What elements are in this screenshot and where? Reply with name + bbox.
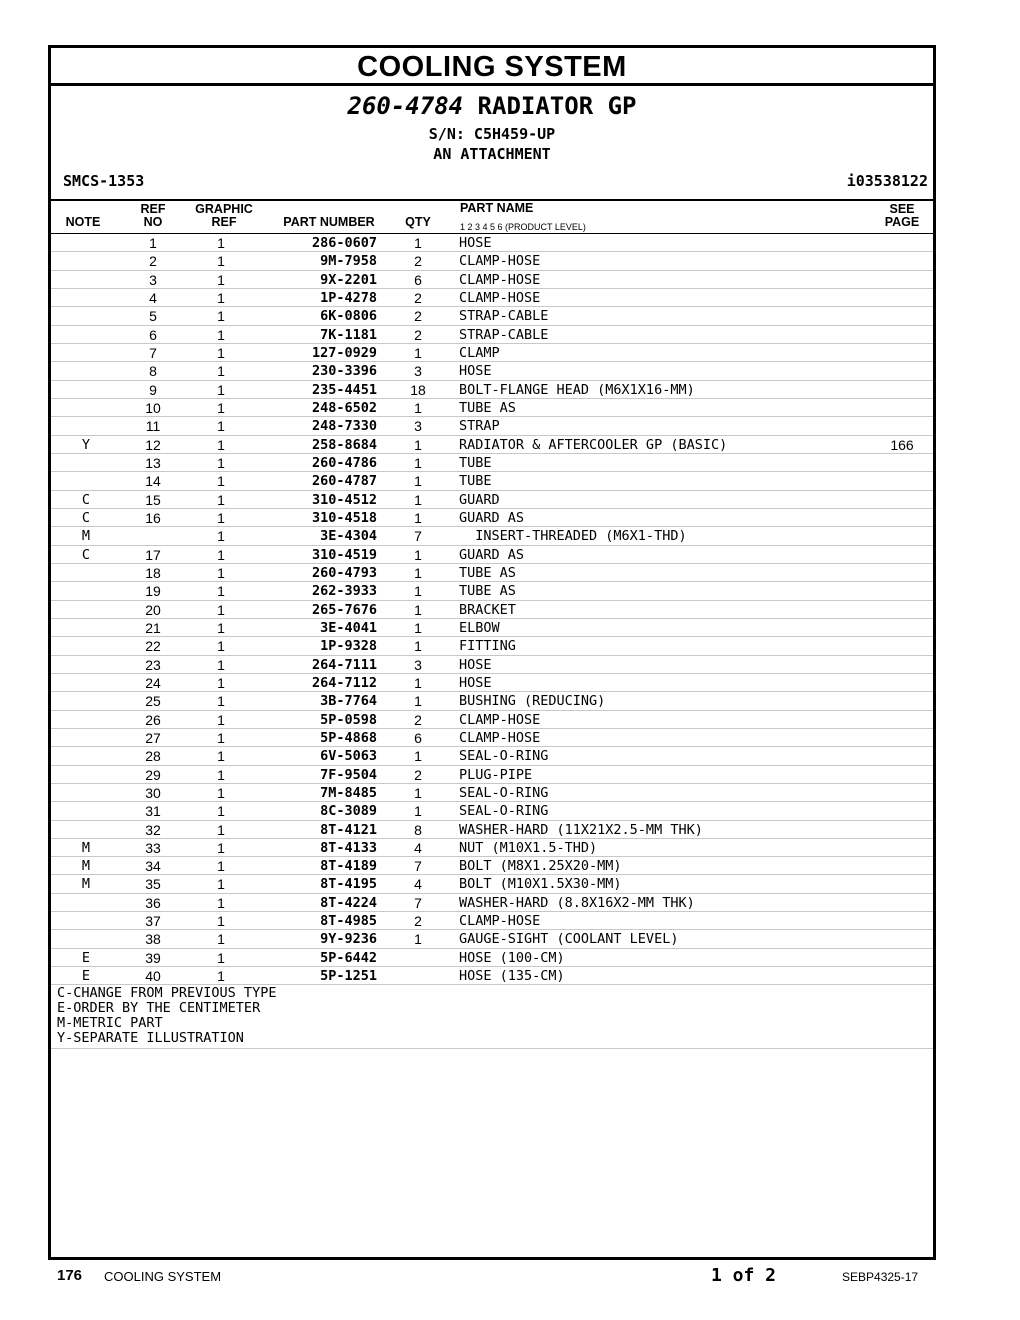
cell-pn: 310-4518 bbox=[311, 509, 377, 526]
table-row bbox=[51, 967, 933, 985]
cell-ref: 39 bbox=[145, 949, 161, 966]
cell-gr: 1 bbox=[217, 711, 225, 728]
cell-name: TUBE AS bbox=[459, 399, 516, 416]
cell-ref: 11 bbox=[145, 418, 161, 435]
cell-qty: 7 bbox=[414, 858, 422, 875]
group-name: RADIATOR GP bbox=[477, 92, 637, 120]
table-row bbox=[51, 454, 933, 472]
cell-gr: 1 bbox=[217, 546, 225, 563]
table-row bbox=[51, 271, 933, 289]
cell-ref: 24 bbox=[145, 674, 161, 691]
cell-ref: 4 bbox=[149, 289, 157, 306]
cell-name: ELBOW bbox=[459, 619, 500, 636]
cell-name: BRACKET bbox=[459, 601, 516, 618]
page-of-count: 1 of 2 bbox=[711, 1265, 777, 1286]
table-row bbox=[51, 564, 933, 582]
cell-pn: 248-6502 bbox=[311, 399, 377, 416]
cell-gr: 1 bbox=[217, 858, 225, 875]
cell-qty: 7 bbox=[414, 894, 422, 911]
cell-qty: 1 bbox=[414, 784, 422, 801]
cell-name: WASHER-HARD (8.8X16X2-MM THK) bbox=[459, 894, 695, 911]
cell-qty: 1 bbox=[414, 399, 422, 416]
cell-name: CLAMP-HOSE bbox=[459, 253, 541, 270]
cell-pn: 1P-9328 bbox=[320, 638, 377, 655]
table-row bbox=[51, 381, 933, 399]
note-item: E-ORDER BY THE CENTIMETER bbox=[57, 1000, 261, 1017]
table-row bbox=[51, 472, 933, 490]
cell-ref: 3 bbox=[149, 271, 157, 288]
cell-pn: 265-7676 bbox=[311, 601, 377, 618]
cell-name: CLAMP-HOSE bbox=[459, 913, 541, 930]
cell-name: HOSE bbox=[459, 674, 492, 691]
cell-name: TUBE bbox=[459, 454, 492, 471]
cell-qty: 7 bbox=[414, 528, 422, 545]
cell-qty: 1 bbox=[414, 473, 422, 490]
cell-ref: 27 bbox=[145, 729, 161, 746]
cell-ref: 19 bbox=[145, 583, 161, 600]
table-row bbox=[51, 399, 933, 417]
table-row bbox=[51, 875, 933, 893]
cell-pn: 8T-4133 bbox=[320, 839, 377, 856]
cell-name: CLAMP-HOSE bbox=[459, 711, 541, 728]
cell-ref: 1 bbox=[149, 235, 157, 251]
cell-gr: 1 bbox=[217, 326, 225, 343]
cell-name: BOLT (M10X1.5X30-MM) bbox=[459, 876, 622, 893]
cell-name: GAUGE-SIGHT (COOLANT LEVEL) bbox=[459, 931, 679, 948]
table-row bbox=[51, 509, 933, 527]
cell-pn: 235-4451 bbox=[311, 381, 377, 398]
cell-pn: 5P-6442 bbox=[320, 949, 377, 966]
cell-qty: 1 bbox=[414, 674, 422, 691]
cell-gr: 1 bbox=[217, 509, 225, 526]
cell-ref: 20 bbox=[145, 601, 161, 618]
cell-pn: 230-3396 bbox=[311, 363, 377, 380]
table-row bbox=[51, 619, 933, 637]
cell-qty: 1 bbox=[414, 583, 422, 600]
cell-gr: 1 bbox=[217, 748, 225, 765]
cell-pn: 3E-4304 bbox=[320, 528, 377, 545]
cell-gr: 1 bbox=[217, 693, 225, 710]
table-row bbox=[51, 362, 933, 380]
cell-pn: 3B-7764 bbox=[320, 693, 377, 710]
cell-qty: 2 bbox=[414, 308, 422, 325]
cell-note: C bbox=[81, 546, 91, 563]
cell-ref: 33 bbox=[145, 839, 161, 856]
table-row bbox=[51, 546, 933, 564]
cell-ref: 30 bbox=[145, 784, 161, 801]
cell-pn: 3E-4041 bbox=[320, 619, 377, 636]
cell-pn: 1P-4278 bbox=[320, 289, 377, 306]
cell-pn: 5P-0598 bbox=[320, 711, 377, 728]
cell-pn: 8T-4189 bbox=[320, 858, 377, 875]
cell-pn: 262-3933 bbox=[311, 583, 377, 600]
cell-ref: 40 bbox=[145, 968, 161, 985]
cell-ref: 26 bbox=[145, 711, 161, 728]
note-item: Y-SEPARATE ILLUSTRATION bbox=[57, 1030, 244, 1047]
document-number: SEBP4325-17 bbox=[842, 1270, 919, 1284]
cell-ref: 7 bbox=[149, 344, 157, 361]
cell-qty: 8 bbox=[414, 821, 422, 838]
cell-pn: 310-4512 bbox=[311, 491, 377, 508]
cell-ref: 18 bbox=[145, 564, 161, 581]
cell-qty: 1 bbox=[414, 509, 422, 526]
cell-qty: 6 bbox=[414, 271, 422, 288]
cell-ref: 29 bbox=[145, 766, 161, 783]
table-row bbox=[51, 912, 933, 930]
cell-name: BOLT-FLANGE HEAD (M6X1X16-MM) bbox=[459, 381, 695, 398]
cell-name: HOSE (100-CM) bbox=[459, 949, 565, 966]
cell-name: INSERT-THREADED (M6X1-THD) bbox=[459, 528, 687, 545]
cell-gr: 1 bbox=[217, 949, 225, 966]
table-row bbox=[51, 949, 933, 967]
cell-gr: 1 bbox=[217, 528, 225, 545]
cell-qty: 18 bbox=[410, 381, 426, 398]
cell-pn: 248-7330 bbox=[311, 418, 377, 435]
table-row bbox=[51, 766, 933, 784]
cell-qty: 1 bbox=[414, 803, 422, 820]
note-item: M-METRIC PART bbox=[57, 1015, 163, 1032]
cell-pn: 8T-4121 bbox=[320, 821, 377, 838]
cell-name: CLAMP-HOSE bbox=[459, 289, 541, 306]
table-row bbox=[51, 747, 933, 765]
cell-gr: 1 bbox=[217, 381, 225, 398]
cell-qty: 3 bbox=[414, 418, 422, 435]
cell-note: Y bbox=[81, 436, 91, 453]
header-note: NOTE bbox=[65, 215, 101, 229]
cell-gr: 1 bbox=[217, 803, 225, 820]
cell-qty: 1 bbox=[414, 619, 422, 636]
table-row bbox=[51, 656, 933, 674]
header-part-number: PART NUMBER bbox=[283, 215, 375, 229]
cell-name: SEAL-O-RING bbox=[459, 748, 549, 765]
cell-name: HOSE bbox=[459, 235, 492, 251]
cell-note: C bbox=[81, 491, 91, 508]
table-row bbox=[51, 711, 933, 729]
cell-note: M bbox=[81, 876, 91, 893]
cell-qty: 1 bbox=[414, 454, 422, 471]
cell-pn: 9Y-9236 bbox=[320, 931, 377, 948]
cell-name: HOSE bbox=[459, 363, 492, 380]
table-row bbox=[51, 637, 933, 655]
cell-ref: 38 bbox=[145, 931, 161, 948]
cell-name: CLAMP-HOSE bbox=[459, 271, 541, 288]
cell-gr: 1 bbox=[217, 253, 225, 270]
cell-ref: 15 bbox=[145, 491, 161, 508]
cell-pn: 260-4793 bbox=[311, 564, 377, 581]
cell-gr: 1 bbox=[217, 308, 225, 325]
cell-pn: 6V-5063 bbox=[320, 748, 377, 765]
group-part-number: 260-4784 bbox=[347, 92, 464, 120]
cell-name: RADIATOR & AFTERCOOLER GP (BASIC) bbox=[459, 436, 728, 453]
header-ref-no: REF NO bbox=[140, 202, 166, 229]
cell-gr: 1 bbox=[217, 271, 225, 288]
header-graphic-ref: GRAPHIC REF bbox=[195, 202, 253, 229]
cell-gr: 1 bbox=[217, 363, 225, 380]
cell-qty: 1 bbox=[414, 638, 422, 655]
cell-gr: 1 bbox=[217, 583, 225, 600]
cell-ref: 25 bbox=[145, 693, 161, 710]
illustration-id: i03538122 bbox=[846, 172, 928, 190]
cell-qty: 6 bbox=[414, 729, 422, 746]
cell-ref: 16 bbox=[145, 509, 161, 526]
cell-ref: 13 bbox=[145, 454, 161, 471]
cell-qty: 2 bbox=[414, 766, 422, 783]
cell-gr: 1 bbox=[217, 656, 225, 673]
table-row bbox=[51, 930, 933, 948]
cell-gr: 1 bbox=[217, 619, 225, 636]
notes-legend bbox=[51, 985, 933, 1049]
cell-gr: 1 bbox=[217, 913, 225, 930]
cell-ref: 35 bbox=[145, 876, 161, 893]
cell-name: GUARD bbox=[459, 491, 500, 508]
group-header bbox=[51, 86, 933, 199]
cell-note: M bbox=[81, 839, 91, 856]
note-item: C-CHANGE FROM PREVIOUS TYPE bbox=[57, 985, 277, 1002]
cell-ref: 10 bbox=[145, 399, 161, 416]
cell-ref: 34 bbox=[145, 858, 161, 875]
table-row bbox=[51, 417, 933, 435]
cell-qty: 1 bbox=[414, 546, 422, 563]
cell-pn: 310-4519 bbox=[311, 546, 377, 563]
table-row bbox=[51, 326, 933, 344]
table-row bbox=[51, 784, 933, 802]
cell-gr: 1 bbox=[217, 674, 225, 691]
cell-ref: 22 bbox=[145, 638, 161, 655]
cell-ref: 37 bbox=[145, 913, 161, 930]
table-row bbox=[51, 491, 933, 509]
cell-name: FITTING bbox=[459, 638, 516, 655]
cell-note: M bbox=[81, 528, 91, 545]
cell-ref: 32 bbox=[145, 821, 161, 838]
cell-name: PLUG-PIPE bbox=[459, 766, 533, 783]
cell-qty: 2 bbox=[414, 711, 422, 728]
page-title: COOLING SYSTEM bbox=[51, 48, 933, 86]
cell-pn: 7M-8485 bbox=[320, 784, 377, 801]
cell-gr: 1 bbox=[217, 784, 225, 801]
cell-gr: 1 bbox=[217, 876, 225, 893]
cell-qty: 1 bbox=[414, 748, 422, 765]
cell-gr: 1 bbox=[217, 894, 225, 911]
parts-page-frame bbox=[48, 45, 936, 1260]
table-row bbox=[51, 729, 933, 747]
cell-note: E bbox=[81, 968, 91, 985]
footer-section: COOLING SYSTEM bbox=[104, 1269, 222, 1284]
cell-pn: 258-8684 bbox=[311, 436, 377, 453]
table-row bbox=[51, 692, 933, 710]
table-row bbox=[51, 894, 933, 912]
table-row bbox=[51, 839, 933, 857]
cell-pn: 7F-9504 bbox=[320, 766, 377, 783]
cell-pn: 6K-0806 bbox=[320, 308, 377, 325]
cell-gr: 1 bbox=[217, 931, 225, 948]
cell-name: WASHER-HARD (11X21X2.5-MM THK) bbox=[459, 821, 703, 838]
cell-qty: 1 bbox=[414, 235, 422, 251]
cell-name: TUBE AS bbox=[459, 564, 516, 581]
cell-pn: 8C-3089 bbox=[320, 803, 377, 820]
cell-gr: 1 bbox=[217, 418, 225, 435]
cell-pn: 264-7112 bbox=[311, 674, 377, 691]
cell-gr: 1 bbox=[217, 473, 225, 490]
cell-gr: 1 bbox=[217, 821, 225, 838]
cell-name: STRAP-CABLE bbox=[459, 308, 549, 325]
cell-pn: 260-4787 bbox=[311, 473, 377, 490]
cell-note: E bbox=[81, 949, 91, 966]
cell-name: BUSHING (REDUCING) bbox=[459, 693, 606, 710]
cell-ref: 6 bbox=[149, 326, 157, 343]
cell-gr: 1 bbox=[217, 729, 225, 746]
page-footer bbox=[0, 1265, 1020, 1287]
cell-qty: 2 bbox=[414, 289, 422, 306]
header-part-name: PART NAME bbox=[460, 201, 534, 215]
cell-qty: 2 bbox=[414, 913, 422, 930]
cell-qty: 4 bbox=[414, 839, 422, 856]
cell-ref: 21 bbox=[145, 619, 161, 636]
cell-see: 166 bbox=[890, 436, 914, 453]
cell-qty: 1 bbox=[414, 601, 422, 618]
cell-ref: 17 bbox=[145, 546, 161, 563]
table-row bbox=[51, 234, 933, 252]
table-row bbox=[51, 436, 933, 454]
table-row bbox=[51, 527, 933, 545]
table-row bbox=[51, 802, 933, 820]
table-row bbox=[51, 674, 933, 692]
cell-ref: 23 bbox=[145, 656, 161, 673]
cell-gr: 1 bbox=[217, 344, 225, 361]
cell-qty: 3 bbox=[414, 363, 422, 380]
cell-gr: 1 bbox=[217, 638, 225, 655]
cell-qty: 2 bbox=[414, 253, 422, 270]
cell-gr: 1 bbox=[217, 564, 225, 581]
cell-ref: 36 bbox=[145, 894, 161, 911]
cell-gr: 1 bbox=[217, 436, 225, 453]
cell-name: STRAP-CABLE bbox=[459, 326, 549, 343]
cell-pn: 8T-4224 bbox=[320, 894, 377, 911]
header-qty: QTY bbox=[405, 215, 431, 229]
cell-name: CLAMP bbox=[459, 344, 500, 361]
cell-name: NUT (M10X1.5-THD) bbox=[459, 839, 598, 856]
cell-name: STRAP bbox=[459, 418, 500, 435]
table-row bbox=[51, 601, 933, 619]
cell-name: SEAL-O-RING bbox=[459, 803, 549, 820]
cell-gr: 1 bbox=[217, 454, 225, 471]
table-row bbox=[51, 857, 933, 875]
cell-ref: 8 bbox=[149, 363, 157, 380]
cell-name: CLAMP-HOSE bbox=[459, 729, 541, 746]
cell-pn: 7K-1181 bbox=[320, 326, 377, 343]
group-title bbox=[51, 92, 933, 120]
header-see-page: SEE PAGE bbox=[884, 202, 920, 229]
cell-gr: 1 bbox=[217, 601, 225, 618]
cell-pn: 8T-4195 bbox=[320, 876, 377, 893]
cell-ref: 14 bbox=[145, 473, 161, 490]
cell-name: SEAL-O-RING bbox=[459, 784, 549, 801]
cell-name: BOLT (M8X1.25X20-MM) bbox=[459, 858, 622, 875]
table-row bbox=[51, 344, 933, 362]
cell-qty: 1 bbox=[414, 931, 422, 948]
cell-ref: 31 bbox=[145, 803, 161, 820]
group-type: AN ATTACHMENT bbox=[433, 145, 551, 163]
cell-note: C bbox=[81, 509, 91, 526]
cell-name: HOSE bbox=[459, 656, 492, 673]
cell-pn: 8T-4985 bbox=[320, 913, 377, 930]
cell-ref: 28 bbox=[145, 748, 161, 765]
cell-name: HOSE (135-CM) bbox=[459, 968, 565, 985]
cell-name: TUBE AS bbox=[459, 583, 516, 600]
cell-qty: 1 bbox=[414, 491, 422, 508]
cell-gr: 1 bbox=[217, 766, 225, 783]
serial-range: S/N: C5H459-UP bbox=[428, 125, 556, 143]
table-header bbox=[51, 199, 933, 234]
cell-pn: 286-0607 bbox=[311, 235, 377, 251]
cell-gr: 1 bbox=[217, 968, 225, 985]
cell-ref: 9 bbox=[149, 381, 157, 398]
smcs-code: SMCS-1353 bbox=[63, 172, 145, 190]
table-row bbox=[51, 307, 933, 325]
cell-qty: 1 bbox=[414, 436, 422, 453]
page-number: 176 bbox=[57, 1267, 83, 1284]
cell-ref: 2 bbox=[149, 253, 157, 270]
cell-name: TUBE bbox=[459, 473, 492, 490]
cell-pn: 127-0929 bbox=[311, 344, 377, 361]
cell-name: GUARD AS bbox=[459, 509, 525, 526]
table-row bbox=[51, 252, 933, 270]
cell-gr: 1 bbox=[217, 399, 225, 416]
cell-gr: 1 bbox=[217, 289, 225, 306]
cell-pn: 5P-4868 bbox=[320, 729, 377, 746]
cell-qty: 1 bbox=[414, 564, 422, 581]
cell-name: GUARD AS bbox=[459, 546, 525, 563]
cell-gr: 1 bbox=[217, 235, 225, 251]
cell-qty: 2 bbox=[414, 326, 422, 343]
header-product-levels: 1 2 3 4 5 6 (PRODUCT LEVEL) bbox=[460, 222, 586, 232]
cell-qty: 1 bbox=[414, 344, 422, 361]
cell-gr: 1 bbox=[217, 839, 225, 856]
cell-pn: 9X-2201 bbox=[320, 271, 377, 288]
cell-qty: 4 bbox=[414, 876, 422, 893]
cell-pn: 9M-7958 bbox=[320, 253, 377, 270]
cell-pn: 260-4786 bbox=[311, 454, 377, 471]
cell-pn: 5P-1251 bbox=[320, 968, 377, 985]
cell-qty: 1 bbox=[414, 693, 422, 710]
table-row bbox=[51, 582, 933, 600]
parts-table-body bbox=[51, 234, 933, 985]
table-row bbox=[51, 289, 933, 307]
cell-gr: 1 bbox=[217, 491, 225, 508]
table-row bbox=[51, 821, 933, 839]
cell-note: M bbox=[81, 858, 91, 875]
cell-ref: 12 bbox=[145, 436, 161, 453]
cell-pn: 264-7111 bbox=[311, 656, 377, 673]
cell-ref: 5 bbox=[149, 308, 157, 325]
cell-qty: 3 bbox=[414, 656, 422, 673]
